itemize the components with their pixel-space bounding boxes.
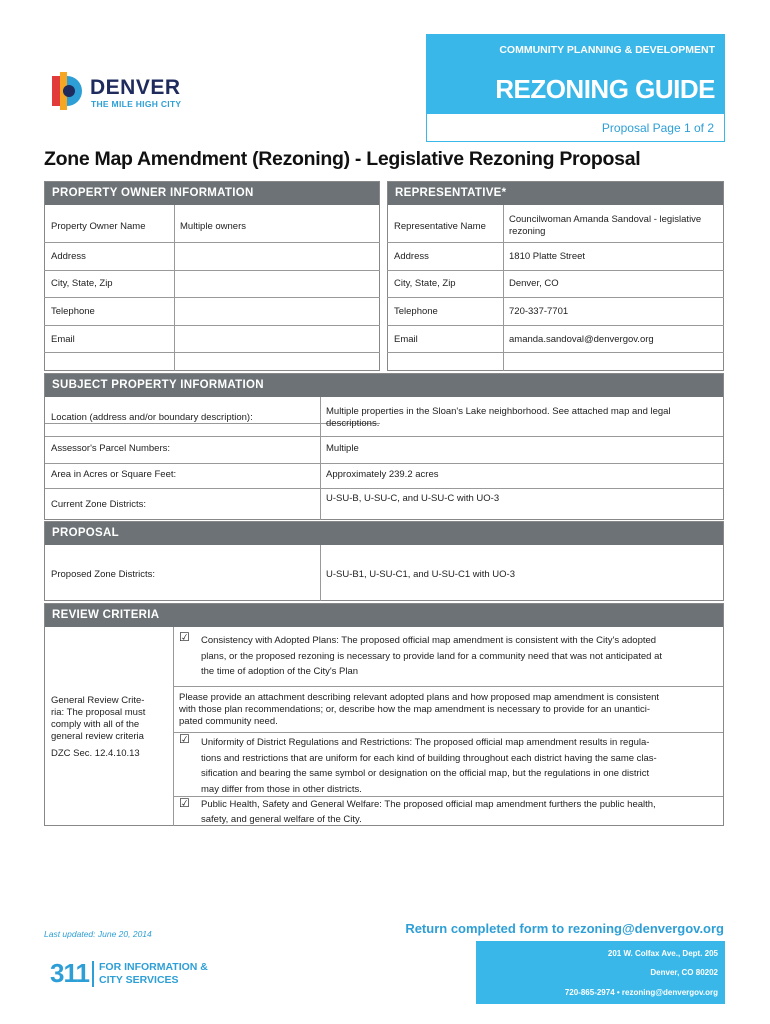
rep-address-label: Address — [394, 251, 429, 262]
proposed-zone-label: Proposed Zone Districts: — [51, 569, 156, 580]
criterion-2-checkbox-icon[interactable]: ☑ — [179, 732, 190, 746]
rep-city-value[interactable]: Denver, CO — [509, 278, 559, 289]
owner-name-value[interactable]: Multiple owners — [180, 221, 246, 232]
owner-name-label: Property Owner Name — [51, 221, 146, 232]
review-heading: REVIEW CRITERIA — [45, 604, 723, 627]
last-updated: Last updated: June 20, 2014 — [44, 929, 152, 939]
address-line-2: Denver, CO 80202 — [650, 968, 718, 977]
plan-instruction-text: Please provide an attachment describing relevant adopted plans and how proposed map amendment is consistent with those plan recommendations; or, describe how the map amendment is necessary to provide for an unantici- pated community need. — [179, 692, 660, 727]
department-label: COMMUNITY PLANNING & DEVELOPMENT — [499, 44, 715, 56]
rep-telephone-label: Telephone — [394, 306, 438, 317]
rep-name-value[interactable]: Councilwoman Amanda Sandoval - legislative rezoning — [509, 214, 702, 237]
311-number: 311 — [50, 958, 89, 988]
denver-logo — [50, 70, 190, 116]
owner-heading: PROPERTY OWNER INFORMATION — [45, 182, 379, 205]
criterion-3-checkbox-icon[interactable]: ☑ — [179, 796, 190, 810]
owner-city-label: City, State, Zip — [51, 278, 113, 289]
criterion-2-text: Uniformity of District Regulations and Restrictions: The proposed official map amendment results in regula- tions and restrictions that are uniform for each kind of building throughout each district having the same clas- sification and bearing the same symbol or designation on the official map, but the regulations in one district may differ from those in other districts. — [201, 737, 657, 795]
proposal-section — [44, 521, 724, 601]
guide-title: REZONING GUIDE — [495, 74, 715, 104]
denver-logo-icon — [50, 72, 84, 110]
dzc-section-ref: DZC Sec. 12.4.10.13 — [51, 748, 140, 759]
page-indicator — [426, 113, 725, 142]
current-zone-label: Current Zone Districts: — [51, 499, 147, 510]
proposed-zone-value[interactable]: U-SU-B1, U-SU-C1, and U-SU-C1 with UO-3 — [326, 569, 515, 580]
owner-box — [44, 181, 380, 371]
footer-contact-band — [476, 941, 725, 1004]
area-label: Area in Acres or Square Feet: — [51, 469, 177, 480]
proposal-heading: PROPOSAL — [45, 522, 723, 545]
subject-property-section — [44, 373, 724, 520]
rep-email-label: Email — [394, 334, 418, 345]
header-band — [426, 34, 725, 113]
owner-rep-section — [44, 181, 724, 371]
contact-line[interactable]: 720-865-2974 • rezoning@denvergov.org — [564, 988, 718, 997]
311-line-2: CITY SERVICES — [99, 974, 179, 986]
rep-name-label: Representative Name — [394, 221, 486, 232]
311-divider — [92, 961, 94, 987]
owner-email-label: Email — [51, 334, 75, 345]
criterion-3-text: Public Health, Safety and General Welfare: The proposed official map amendment furthers the public health, safety, and general welfare of the City. — [201, 799, 656, 825]
rep-city-label: City, State, Zip — [394, 278, 456, 289]
rep-email-value[interactable]: amanda.sandoval@denvergov.org — [509, 334, 654, 345]
logo-wordmark: DENVER — [90, 76, 181, 99]
rep-address-value[interactable]: 1810 Platte Street — [509, 251, 586, 262]
parcel-value[interactable]: Multiple — [326, 443, 359, 454]
criterion-1-checkbox-icon[interactable]: ☑ — [179, 630, 190, 644]
review-criteria-section — [44, 603, 724, 826]
311-line-1: FOR INFORMATION & — [99, 961, 208, 973]
representative-heading: REPRESENTATIVE* — [388, 182, 723, 205]
form-title: Zone Map Amendment (Rezoning) - Legislative Rezoning Proposal — [44, 148, 641, 170]
location-label: Location (address and/or boundary description): — [51, 412, 253, 423]
area-value[interactable]: Approximately 239.2 acres — [326, 469, 439, 480]
general-review-text: General Review Crite- ria: The proposal must comply with all of the general review criteria — [51, 695, 146, 742]
criterion-1-text: Consistency with Adopted Plans: The proposed official map amendment is consistent with the City's adopted plans, or the proposed rezoning is necessary to provide land for a community need that was not anticipated at the time of adoption of the City's Plan — [201, 635, 663, 677]
rep-telephone-value[interactable]: 720-337-7701 — [509, 306, 569, 317]
location-value[interactable]: Multiple properties in the Sloan's Lake neighborhood. See attached map and legal descriptions. — [326, 406, 671, 429]
return-instructions: Return completed form to rezoning@denvergov.org — [405, 921, 724, 936]
current-zone-value[interactable]: U-SU-B, U-SU-C, and U-SU-C with UO-3 — [326, 493, 500, 504]
logo-tagline: THE MILE HIGH CITY — [91, 99, 182, 109]
address-line-1: 201 W. Colfax Ave., Dept. 205 — [607, 949, 718, 958]
subject-heading: SUBJECT PROPERTY INFORMATION — [45, 374, 723, 397]
page-label: Proposal Page 1 of 2 — [601, 121, 714, 135]
parcel-label: Assessor's Parcel Numbers: — [51, 443, 171, 454]
owner-telephone-label: Telephone — [51, 306, 95, 317]
owner-address-label: Address — [51, 251, 86, 262]
